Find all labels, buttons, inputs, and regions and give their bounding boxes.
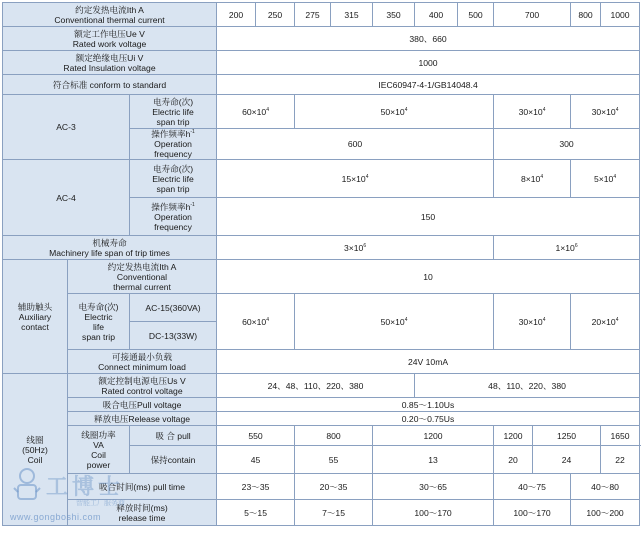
ac4-life-value: $5\times 10^4$	[571, 160, 640, 198]
aux-dc13-label: DC-13(33W)	[130, 322, 217, 350]
release-voltage-label: 释放电压Release voltage	[68, 412, 217, 426]
coil-contain-value: 55	[295, 446, 373, 474]
mech-life-value: $3\times 10^6$	[217, 236, 494, 260]
spec-table	[2, 2, 640, 526]
row-ac4-life	[3, 160, 640, 198]
watermark-tagline: 智能工厂服务商	[76, 500, 125, 507]
pull-time-value: 40～75	[494, 474, 571, 500]
coil-pull-label: 吸 合 pull	[130, 426, 217, 446]
pull-time-value: 20～35	[295, 474, 373, 500]
aux-min-load-value: 24V 10mA	[217, 350, 640, 374]
aux-contact-label: 辅助触头 Auxiliary contact	[3, 260, 68, 374]
rated-voltage-value: 380、660	[217, 27, 640, 51]
pull-time-value: 23～35	[217, 474, 295, 500]
aux-ac15-label: AC-15(360VA)	[130, 294, 217, 322]
watermark-url: www.gongboshi.com	[10, 512, 102, 522]
coil-contain-value: 22	[601, 446, 640, 474]
coil-contain-value: 20	[494, 446, 533, 474]
aux-life-label: 电寿命(次) Electric life span trip	[68, 294, 130, 350]
row-aux-life-ac15	[3, 294, 640, 322]
row-coil-pull-voltage	[3, 398, 640, 412]
current-value: 250	[256, 3, 295, 27]
rated-current-label: 约定发热电流Ith A Conventional thermal current	[3, 3, 217, 27]
coil-contain-value: 45	[217, 446, 295, 474]
coil-contain-value: 24	[533, 446, 601, 474]
mech-life-value: $1\times 10^6$	[494, 236, 640, 260]
ac4-label: AC-4	[3, 160, 130, 236]
watermark-brand: 工博士	[46, 474, 125, 500]
release-time-value: 100～200	[571, 500, 640, 526]
aux-life-value: $60\times 10^4$	[217, 294, 295, 350]
release-time-label: 释放时间(ms) release time	[68, 500, 217, 526]
row-coil-control-voltage	[3, 374, 640, 398]
ac3-life-value: $30\times 10^4$	[494, 95, 571, 129]
ac3-frequency-label: 操作频率$h^{-1}$ Operation frequency	[130, 129, 217, 160]
ac3-life-value: $50\times 10^4$	[295, 95, 494, 129]
watermark	[6, 464, 156, 526]
standard-value: IEC60947-4-1/GB14048.4	[217, 75, 640, 95]
coil-power-label: 线圈功率 VA Coil power	[68, 426, 130, 474]
aux-life-value: $30\times 10^4$	[494, 294, 571, 350]
release-voltage-value: 0.20～0.75Us	[217, 412, 640, 426]
insulation-voltage-value: 1000	[217, 51, 640, 75]
coil-label: 线圈 (50Hz) Coil	[3, 374, 68, 526]
current-value: 1000	[601, 3, 640, 27]
aux-life-value: $50\times 10^4$	[295, 294, 494, 350]
ac4-frequency-label: 操作频率$h^{-1}$ Operation frequency	[130, 198, 217, 236]
row-aux-min-load	[3, 350, 640, 374]
ac3-frequency-value: 300	[494, 129, 640, 160]
pull-voltage-value: 0.85～1.10Us	[217, 398, 640, 412]
row-coil-power-pull	[3, 426, 640, 446]
coil-pull-value: 1200	[373, 426, 494, 446]
coil-control-voltage-label: 额定控制电源电压Us V Rated control voltage	[68, 374, 217, 398]
current-value: 500	[458, 3, 494, 27]
pull-voltage-label: 吸合电压Pull voltage	[68, 398, 217, 412]
rated-voltage-label: 额定工作电压Ue V Rated work voltage	[3, 27, 217, 51]
ac3-label: AC-3	[3, 95, 130, 160]
release-time-value: 7～15	[295, 500, 373, 526]
coil-control-voltage-value: 48、110、220、380	[415, 374, 640, 398]
ac4-frequency-value: 150	[217, 198, 640, 236]
ac3-life-value: $30\times 10^4$	[571, 95, 640, 129]
insulation-voltage-label: 额定绝缘电压Ui V Rated Insulation voltage	[3, 51, 217, 75]
ac4-life-label: 电寿命(次) Electric life span trip	[130, 160, 217, 198]
robot-logo-icon	[10, 466, 44, 506]
pull-time-value: 40～80	[571, 474, 640, 500]
standard-label: 符合标准 conform to standard	[3, 75, 217, 95]
row-rated-voltage	[3, 27, 640, 51]
release-time-value: 5～15	[217, 500, 295, 526]
current-value: 700	[494, 3, 571, 27]
coil-contain-value: 13	[373, 446, 494, 474]
pull-time-value: 30～65	[373, 474, 494, 500]
ac3-frequency-value: 600	[217, 129, 494, 160]
current-value: 400	[415, 3, 458, 27]
aux-min-load-label: 可接通最小负载 Connect minimum load	[68, 350, 217, 374]
row-standard	[3, 75, 640, 95]
row-mech-life	[3, 236, 640, 260]
current-value: 800	[571, 3, 601, 27]
release-time-value: 100～170	[373, 500, 494, 526]
current-value: 275	[295, 3, 331, 27]
coil-pull-value: 1200	[494, 426, 533, 446]
coil-pull-value: 800	[295, 426, 373, 446]
release-time-value: 100～170	[494, 500, 571, 526]
row-ac3-life	[3, 95, 640, 129]
coil-contain-label: 保持contain	[130, 446, 217, 474]
ac4-life-value: $8\times 10^4$	[494, 160, 571, 198]
row-coil-release-voltage	[3, 412, 640, 426]
aux-life-value: $20\times 10^4$	[571, 294, 640, 350]
row-insulation-voltage	[3, 51, 640, 75]
current-value: 200	[217, 3, 256, 27]
current-value: 350	[373, 3, 415, 27]
row-rated-current	[3, 3, 640, 27]
ac3-life-label: 电寿命(次) Electric life span trip	[130, 95, 217, 129]
aux-current-value: 10	[217, 260, 640, 294]
pull-time-label: 吸合时间(ms) pull time	[68, 474, 217, 500]
ac3-life-value: $60\times 10^4$	[217, 95, 295, 129]
aux-current-label: 约定发热电流Ith A Conventional thermal current	[68, 260, 217, 294]
coil-pull-value: 1650	[601, 426, 640, 446]
coil-control-voltage-value: 24、48、110、220、380	[217, 374, 415, 398]
row-aux-current	[3, 260, 640, 294]
coil-pull-value: 1250	[533, 426, 601, 446]
mech-life-label: 机械寿命 Machinery life span of trip times	[3, 236, 217, 260]
coil-pull-value: 550	[217, 426, 295, 446]
current-value: 315	[331, 3, 373, 27]
ac4-life-value: $15\times 10^4$	[217, 160, 494, 198]
